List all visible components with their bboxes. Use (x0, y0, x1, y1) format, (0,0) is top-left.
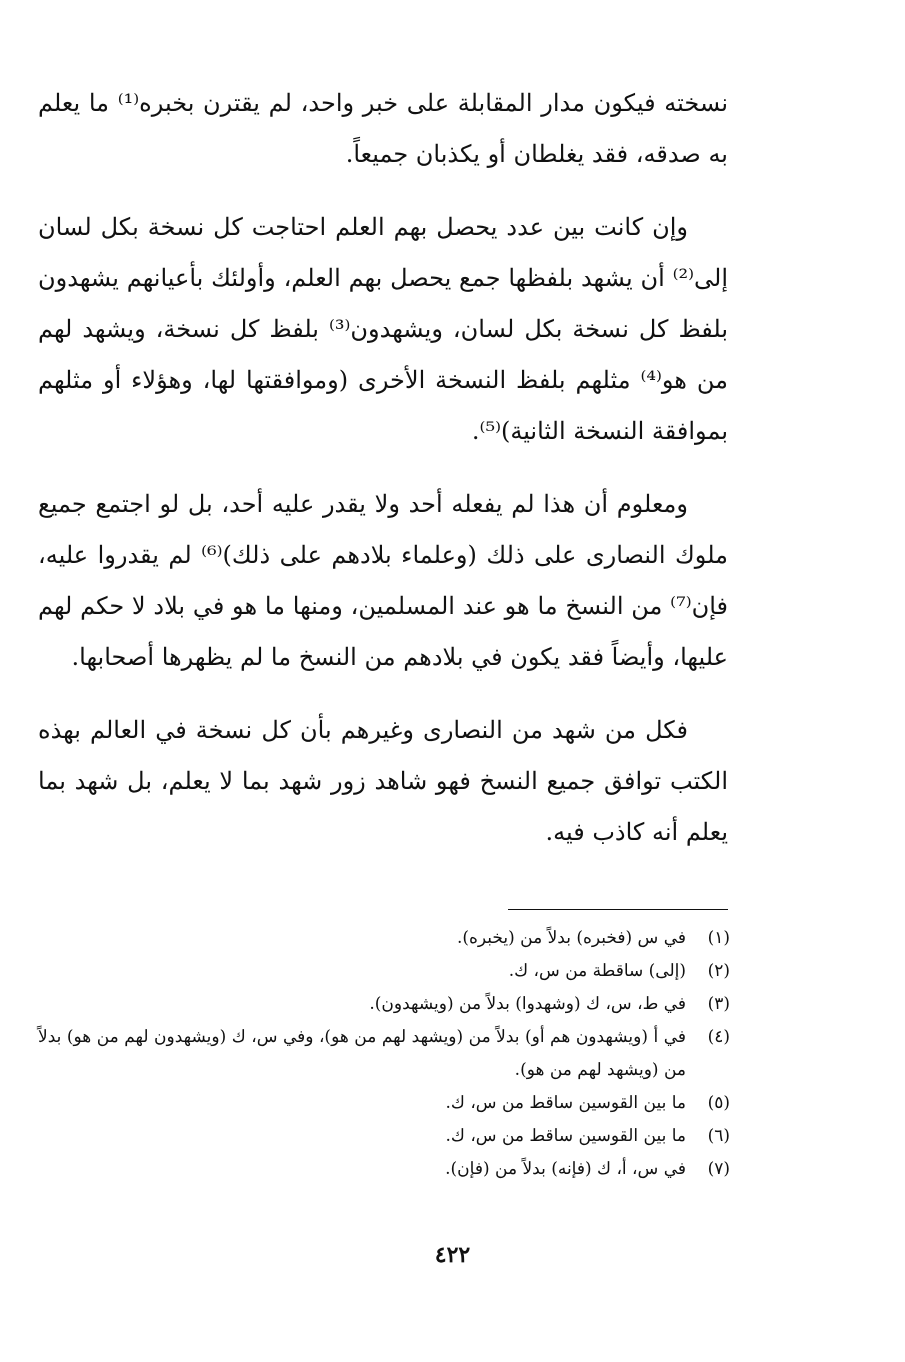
paragraph: ومعلوم أن هذا لم يفعله أحد ولا يقدر عليه أحد، بل لو اجتمع جميع ملوك النصارى على ذلك (وعلماء بلادهم على ذلك)⁽⁶⁾ لم يقدروا عليه، فإن⁽⁷⁾ من النسخ ما هو عند المسلمين، ومنها ما هو في بلاد لا حكم لهم عليها، وأيضاً فقد يكون في بلادهم من النسخ ما لم يظهرها أصحابها. (38, 490, 729, 671)
footnote (38, 1120, 730, 1153)
footnote-text: في س (فخبره) بدلاً من (يخبره). (456, 928, 686, 948)
footnote-text: في ط، س، ك (وشهدوا) بدلاً من (ويشهدون). (369, 994, 686, 1014)
footnote-divider (508, 909, 728, 910)
footnote (38, 1153, 730, 1186)
paragraph: فكل من شهد من النصارى وغيرهم بأن كل نسخة في العالم بهذه الكتب توافق جميع النسخ فهو شاهد زور شهد بما لا يعلم، بل شهد بما يعلم أنه كاذب فيه. (38, 716, 729, 846)
page-number: ٤٢٢ (434, 1242, 471, 1268)
footnote-text: في س، أ، ك (فإنه) بدلاً من (فإن). (445, 1159, 686, 1179)
footnote-number: (١) (707, 928, 730, 948)
main-text (38, 78, 728, 880)
footnote (38, 1087, 730, 1120)
footnote (38, 955, 730, 988)
footnote-text: ما بين القوسين ساقط من س، ك. (445, 1126, 686, 1146)
footnote-text: (إلى) ساقطة من س، ك. (508, 961, 686, 981)
footnotes (38, 922, 730, 1186)
footnote-number: (٣) (707, 994, 730, 1014)
paragraph: وإن كانت بين عدد يحصل بهم العلم احتاجت كل نسخة بكل لسان إلى⁽²⁾ أن يشهد بلفظها جمع يحصل بهم العلم، وأولئك بأعيانهم يشهدون بلفظ كل نسخة بكل لسان، ويشهدون⁽³⁾ بلفظ كل نسخة، ويشهد لهم من هو⁽⁴⁾ مثلهم بلفظ النسخة الأخرى (وموافقتها لها، وهؤلاء أو مثلهم بموافقة النسخة الثانية)⁽⁵⁾. (38, 213, 728, 445)
footnote (38, 988, 730, 1021)
footnote-number: (٦) (707, 1126, 730, 1146)
footnote-number: (٤) (707, 1027, 730, 1047)
footnote-number: (٢) (707, 961, 730, 981)
footnote-text: في أ (ويشهدون هم أو) بدلاً من (ويشهد لهم من هو)، وفي س، ك (ويشهدون لهم من هو) بدلاً من (ويشهد لهم من هو). (38, 1027, 686, 1080)
footnote-text: ما بين القوسين ساقط من س، ك. (445, 1093, 686, 1113)
footnote (38, 1021, 730, 1087)
footnote-number: (٧) (707, 1159, 730, 1179)
footnote-number: (٥) (707, 1093, 730, 1113)
paragraph: نسخته فيكون مدار المقابلة على خبر واحد، لم يقترن بخبره⁽¹⁾ ما يعلم به صدقه، فقد يغلطان أو يكذبان جميعاً. (38, 89, 728, 168)
footnote (38, 922, 730, 955)
